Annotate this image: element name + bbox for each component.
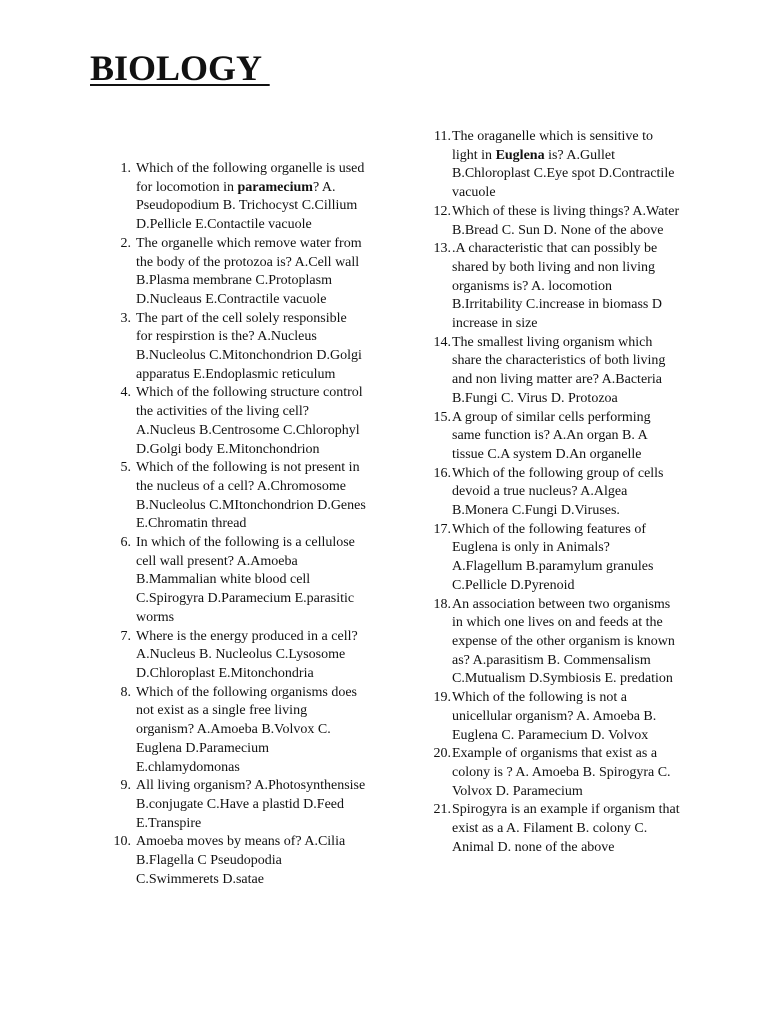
question-item xyxy=(104,628,366,684)
question-number: 2. xyxy=(120,235,131,251)
question-item xyxy=(104,310,366,385)
question-text: The organelle which remove water from the body of the protozoa is? A.Cell wall B.Plasma membrane C.Protoplasm D.Nucleaus E.Contractile vacuole xyxy=(136,235,362,307)
question-text: Which of these is living things? A.Water B.Bread C. Sun D. None of the above xyxy=(452,203,680,238)
question-item xyxy=(104,459,366,534)
question-text: In which of the following is a cellulose cell wall present? A.Amoeba B.Mammalian white blood cell C.Spirogyra D.Paramecium E.parasitic worms xyxy=(136,535,355,625)
question-list-right-column xyxy=(420,128,682,857)
question-number: 19. xyxy=(433,690,451,706)
question-item xyxy=(104,384,366,459)
question-text: Which of the following is not a unicellular organism? A. Amoeba B. Euglena C. Paramecium D. Volvox xyxy=(452,690,657,743)
question-text: All living organism? A.Photosynthensise B.conjugate C.Have a plastid D.Feed E.Transpire xyxy=(136,778,366,831)
emphasized-term: Euglena xyxy=(495,147,545,163)
question-text: An association between two organisms in which one lives on and feeds at the expense of the other organism is known as? A.parasitism B. Commensalism C.Mutualism D.Symbiosis E. predation xyxy=(452,596,675,687)
question-number: 7. xyxy=(120,628,131,644)
question-number: 4. xyxy=(120,385,131,401)
question-number: 20. xyxy=(433,746,451,762)
question-text: Which of the following organisms does not exist as a single free living organism? A.Amoeba B.Volvox C. Euglena D.Paramecium E.chlamydomonas xyxy=(136,684,357,775)
question-item xyxy=(104,833,366,889)
question-item xyxy=(104,160,366,235)
question-text: Which of the following is not present in the nucleus of a cell? A.Chromosome B.Nucleolus C.MItonchondrion D.Genes E.Chromatin thread xyxy=(136,460,366,532)
question-text: Which of the following group of cells devoid a true nucleus? A.Algea B.Monera C.Fungi D.Viruses. xyxy=(452,465,664,519)
question-number: 6. xyxy=(120,535,131,551)
question-number: 21. xyxy=(433,802,451,818)
question-text: Spirogyra is an example if organism that exist as a A. Filament B. colony C. Animal D. none of the above xyxy=(452,802,680,855)
question-item xyxy=(420,689,682,745)
question-number: 12. xyxy=(433,203,451,219)
question-item xyxy=(104,235,366,310)
question-number: 9. xyxy=(120,778,131,794)
question-number: 17. xyxy=(433,521,451,537)
question-number: 15. xyxy=(433,409,451,425)
question-text: Amoeba moves by means of? A.Cilia B.Flagella C Pseudopodia C.Swimmerets D.satae xyxy=(136,834,346,887)
question-text: A group of similar cells performing same function is? A.An organ B. A tissue C.A system D.An organelle xyxy=(452,409,651,462)
question-text: Example of organisms that exist as a colony is ? A. Amoeba B. Spirogyra C. Volvox D. Paramecium xyxy=(452,746,671,799)
page-title: BIOLOGY xyxy=(90,48,270,88)
question-text: The part of the cell solely responsible for respirstion is the? A.Nucleus B.Nucleolus C.Mitonchondrion D.Golgi apparatus E.Endoplasmic reticulum xyxy=(136,310,362,382)
question-item xyxy=(420,409,682,465)
question-item xyxy=(420,596,682,690)
question-text: .A characteristic that can possibly be shared by both living and non living organisms is? A. locomotion B.Irritability C.increase in biomass D increase in size xyxy=(452,241,662,332)
question-item xyxy=(420,745,682,801)
question-text: The oraganelle which is sensitive to light in Euglena is? A.Gullet B.Chloroplast C.Eye spot D.Contractile vacuole xyxy=(452,129,675,201)
question-text: The smallest living organism which share the characteristics of both living and non living matter are? A.Bacteria B.Fungi C. Virus D. Protozoa xyxy=(452,334,666,406)
question-item xyxy=(420,128,682,203)
question-item xyxy=(420,203,682,240)
question-item xyxy=(420,240,682,334)
question-text: Which of the following structure control the activities of the living cell? A.Nucleus B.Centrosome C.Chlorophyl D.Golgi body E.Mitonchondrion xyxy=(136,385,363,457)
question-item xyxy=(420,521,682,596)
question-item xyxy=(420,465,682,521)
question-number: 18. xyxy=(433,596,451,612)
question-number: 14. xyxy=(433,334,451,350)
question-item xyxy=(420,334,682,409)
question-number: 11. xyxy=(434,129,451,144)
question-item xyxy=(104,534,366,628)
question-text: Which of the following organelle is used for locomotion in paramecium? A. Pseudopodium B. Trichocyst C.Cillium D.Pellicle E.Contactile vacuole xyxy=(136,161,365,233)
question-number: 5. xyxy=(120,460,131,476)
question-number: 8. xyxy=(120,684,131,700)
question-text: Where is the energy produced in a cell? A.Nucleus B. Nucleolus C.Lysosome D.Chloroplast E.Mitonchondria xyxy=(136,628,358,681)
question-number: 1. xyxy=(120,161,131,176)
question-item xyxy=(104,684,366,778)
question-number: 3. xyxy=(120,310,131,326)
question-list-left-column xyxy=(104,160,366,889)
question-number: 10. xyxy=(113,834,131,850)
question-number: 16. xyxy=(433,465,451,481)
question-item xyxy=(420,801,682,857)
question-text: Which of the following features of Euglena is only in Animals? A.Flagellum B.paramylum granules C.Pellicle D.Pyrenoid xyxy=(452,521,654,593)
question-item xyxy=(104,777,366,833)
emphasized-term: paramecium xyxy=(237,179,313,195)
question-number: 13. xyxy=(433,241,451,257)
